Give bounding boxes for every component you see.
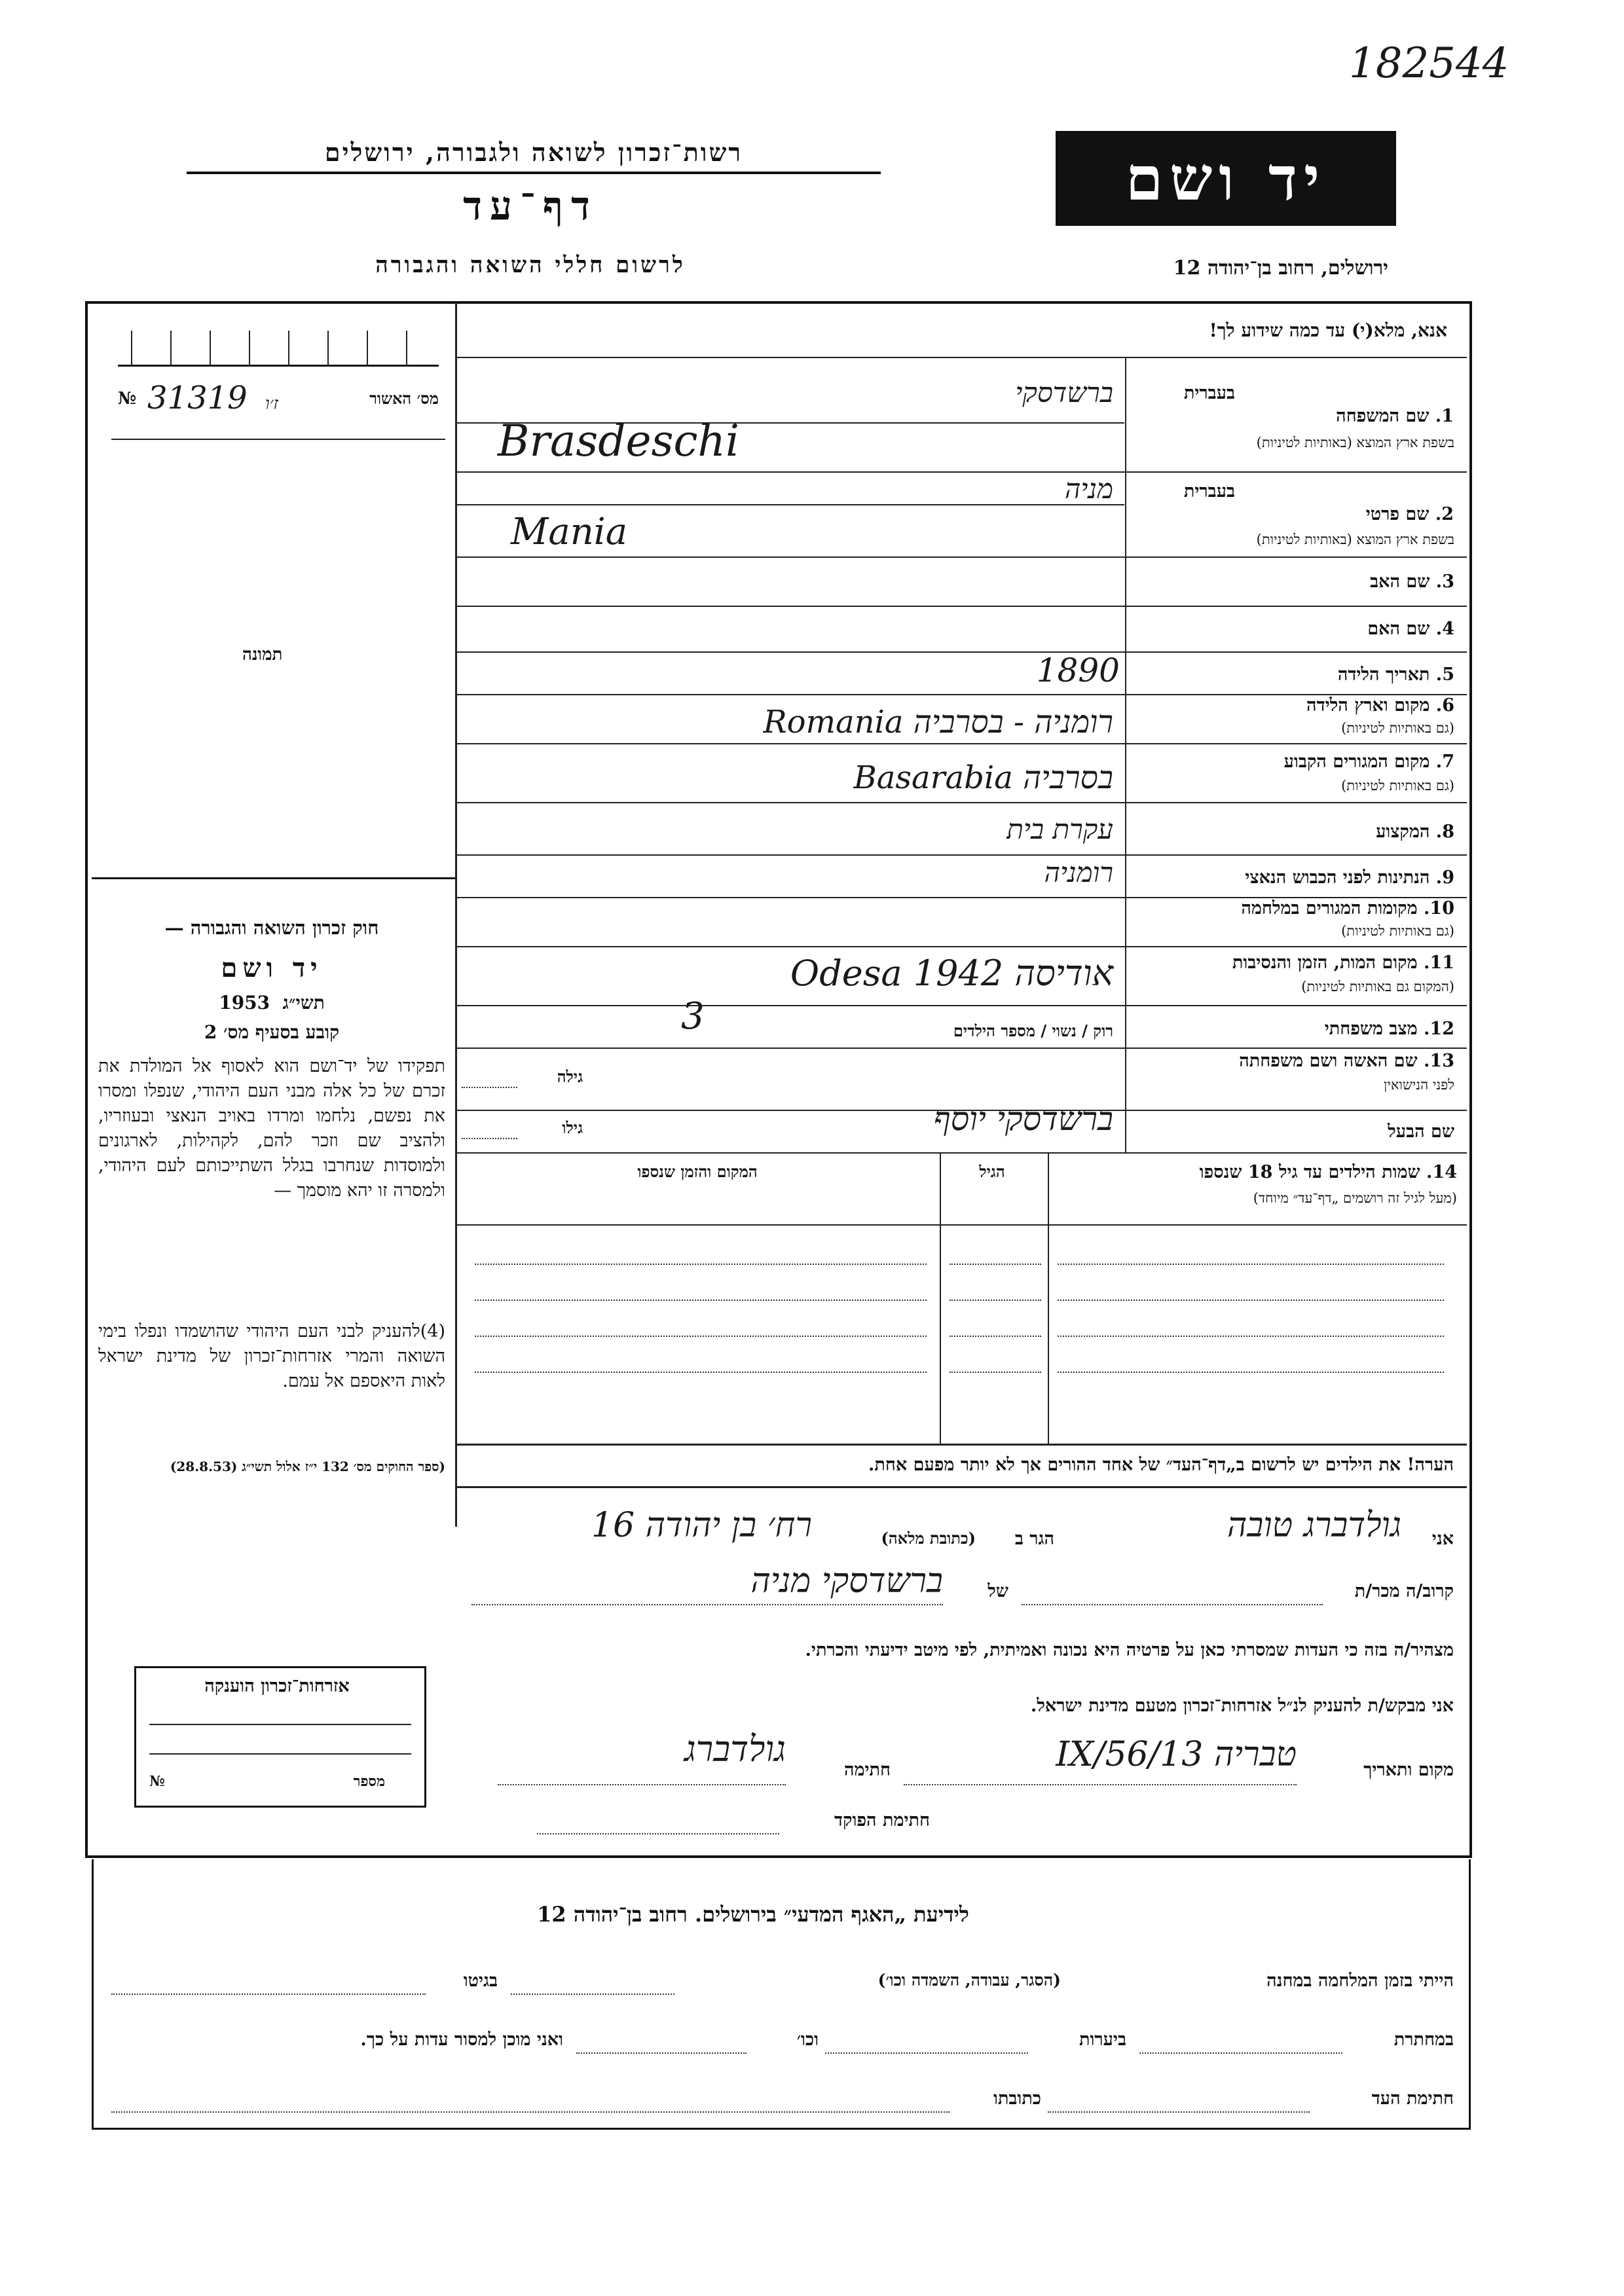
citizenship-no-sign: № [149, 1773, 165, 1790]
declarant-address-label: (כתובת מלאה) [881, 1529, 976, 1548]
field-7-sub: (גם באותיות לטיניות) [1341, 778, 1454, 793]
form-title: דף־עד [463, 183, 598, 229]
husband-value[interactable]: ברשדסקי יוסף [933, 1100, 1113, 1138]
field-1-side-label: בעברית [1183, 383, 1235, 403]
field-8-value[interactable]: עקרת בית [1006, 813, 1113, 845]
relative-line[interactable] [1022, 1604, 1323, 1605]
officer-signature-label: חתימת הפוקד [834, 1810, 930, 1831]
law-text-clause-4: (4)להעניק לבני העם היהודי שהושמדו ונפלו בימי השואה והמרי אזרחות־זכרון של מדינת ישראל לאות היאספם אל עמם. [98, 1321, 445, 1391]
field-1-num: 1. [1435, 406, 1454, 426]
field-8-label [1130, 822, 1454, 842]
field-9-num: 9. [1435, 867, 1454, 888]
field-13-label [1130, 1051, 1454, 1071]
info-title: לידיעת „האגף המדעי״ בירושלים. רחוב בן־יהודה 12 [537, 1902, 969, 1927]
serial-field [111, 380, 445, 440]
info-line1-types: (הסגר, עבודה, השמדה וכו׳) [877, 1971, 1061, 1990]
declarant-name[interactable]: גולדברג טובה [1227, 1506, 1401, 1545]
children-rows [462, 1264, 1454, 1427]
field-6-label-text: מקום וארץ הלידה [1306, 695, 1430, 716]
field-10-label [1130, 898, 1454, 919]
field-8-num: 8. [1435, 822, 1454, 842]
field-1-label [1231, 406, 1454, 426]
declarant-ani: אני [1431, 1529, 1454, 1549]
field-2-hebrew-value[interactable]: מניה [1064, 473, 1113, 505]
field-2-sub: בשפת ארץ המוצא (באותיות לטיניות) [1256, 532, 1454, 547]
field-2-num: 2. [1435, 504, 1454, 524]
field-11-label [1130, 953, 1454, 973]
law-name: יד ושם [221, 953, 323, 983]
note-text: הערה! את הילדים יש לרשום ב„דף־העד״ של אחד ההורים אך לא יותר מפעם אחת. [868, 1455, 1454, 1475]
field-10-sub: (גם באותיות לטיניות) [1341, 923, 1454, 939]
field-2-side-label: בעברית [1183, 481, 1235, 501]
field-6-value[interactable]: רומניה - בסרביה Romania [763, 704, 1113, 740]
field-5-num: 5. [1435, 665, 1454, 685]
husband-age-line [462, 1138, 517, 1139]
authority-line: רשות־זכרון לשואה ולגבורה, ירושלים [187, 137, 881, 174]
field-1-hebrew-value[interactable]: ברשדסקי [1015, 376, 1113, 409]
signature-label: חתימה [843, 1760, 891, 1780]
field-4-label [1130, 619, 1454, 639]
relative-label: קרוב/ה מכר/ת [1354, 1581, 1454, 1601]
signature-line [498, 1784, 786, 1785]
officer-signature-line[interactable] [537, 1833, 779, 1834]
serial-tick-strip [118, 331, 439, 367]
law-source: (ספר החוקים מס׳ 132 י״ז אלול תשי״ג (28.8.53) [170, 1459, 445, 1474]
husband-label: שם הבעל [1388, 1121, 1454, 1142]
info-line3-address: כתובתו [993, 2088, 1041, 2109]
children-label [1054, 1162, 1457, 1182]
field-5-label-text: תאריך הלידה [1337, 665, 1430, 685]
yad-vashem-logo [1056, 131, 1396, 226]
field-4-label-text: שם האם [1367, 619, 1430, 639]
record-number: 182544 [1349, 39, 1509, 88]
field-11-sub: (המקום גם באותיות לטיניות) [1301, 979, 1454, 994]
of-label: של [987, 1581, 1008, 1601]
children-col-place: המקום והזמן שנספו [637, 1162, 758, 1181]
field-13-age-line [462, 1087, 517, 1088]
field-3-num: 3. [1435, 572, 1454, 592]
place-date-line [904, 1784, 1297, 1785]
info-line2-etc-dots[interactable] [576, 2052, 747, 2054]
logo-text: יד ושם [1125, 143, 1327, 214]
info-line1-ghetto-dots[interactable] [111, 1994, 426, 1995]
field-13-label-text: שם האשה ושם משפחתה [1239, 1051, 1418, 1071]
declarant-address[interactable]: רח׳ בן יהודה 16 [591, 1506, 812, 1545]
of-line [471, 1604, 943, 1605]
field-3-label-text: שם האב [1370, 572, 1430, 592]
info-line2-testify: ואני מוכן למסור עדות על כך. [360, 2030, 563, 2050]
info-line1-dots[interactable] [511, 1994, 674, 1995]
info-line3-signature-dots[interactable] [1048, 2111, 1310, 2113]
info-line3-address-dots[interactable] [111, 2111, 950, 2113]
info-line2-forests: ביערות [1079, 2030, 1126, 2050]
children-label-text: שמות הילדים עד גיל 18 שנספו [1199, 1162, 1420, 1182]
field-10-num: 10. [1424, 898, 1454, 919]
field-2-label [1231, 504, 1454, 524]
children-num: 14. [1426, 1162, 1457, 1182]
declarant-resides: הגר ב [1014, 1529, 1054, 1549]
law-title: חוק זכרון השואה והגבורה — [164, 917, 379, 939]
serial-value: 31319 [147, 380, 248, 416]
declarant-request: אני מבקש/ת להעניק לנ״ל אזרחות־זכרון מטעם מדינת ישראל. [1030, 1696, 1454, 1716]
of-value[interactable]: ברשדסקי מניה [750, 1561, 943, 1601]
field-3-label [1130, 572, 1454, 592]
signature-value[interactable]: גולדברג [684, 1728, 786, 1770]
field-9-label-text: הנתינות לפני הכבוש הנאצי [1245, 867, 1430, 888]
serial-no-sign: № [118, 389, 137, 409]
citizenship-title: אזרחות־זכרון הוענקה [204, 1676, 350, 1696]
field-6-sub: (גם באותיות לטיניות) [1341, 720, 1454, 736]
intro-text: אנא, מלא(י) עד כמה שידוע לך! [1209, 319, 1447, 341]
place-date-label: מקום ותאריך [1363, 1760, 1454, 1780]
declarant-statement: מצהיר/ה בזה כי העדות שמסרתי כאן על פרטיה היא נכונה ואמיתית, לפי מיטב ידיעתי והכרתי. [805, 1640, 1454, 1660]
photo-label: תמונה [242, 645, 283, 665]
children-col-age: הגיל [979, 1162, 1005, 1181]
info-line3-witness-signature: חתימת העד [1371, 2088, 1454, 2109]
law-clause: קובע בסעיף מס׳ 2 [204, 1021, 340, 1043]
serial-suffix: ז׳ו [265, 394, 278, 414]
field-8-label-text: המקצוע [1376, 822, 1430, 842]
field-1-label-text: שם המשפחה [1336, 406, 1430, 426]
children-sub: (מעל לגיל זה רושמים „דף־עד״ מיוחד) [1253, 1190, 1457, 1206]
field-5-label [1130, 665, 1454, 685]
field-12-num: 12. [1424, 1019, 1454, 1039]
law-text: תפקידו של יד־ושם הוא לאסוף אל המולדת את זכרם של כל אלה מבני העם היהודי, שנפלו ומסרו את נפשם, נלחמו ומרדו באויב הנאצי ובעוזריו, ולהציב שם וזכר להם, לקהילות, לארגונים ולמוסדות שנחרבו בגלל השתייכותם לעם היהודי, ולמסרה זו יהא מוסמך — [98, 1056, 445, 1201]
serial-label: מס׳ האשור [369, 389, 439, 408]
field-1-sub: בשפת ארץ המוצא (באותיות לטיניות) [1256, 435, 1454, 450]
field-7-value[interactable]: בסרביה Basarabia [853, 759, 1113, 796]
info-line1-ghetto: בגיטו [463, 1971, 498, 1991]
form-purpose: לרשום חללי השואה והגבורה [375, 252, 686, 278]
field-9-value[interactable]: רומניה [1044, 856, 1113, 888]
field-4-num: 4. [1435, 619, 1454, 639]
husband-age-label: גילו [562, 1118, 583, 1137]
field-7-num: 7. [1435, 752, 1454, 772]
field-7-label-text: מקום המגורים הקבוע [1283, 752, 1430, 772]
field-2-latin-value[interactable]: Mania [511, 511, 628, 553]
field-11-value[interactable]: אודיסה Odesa 1942 [790, 953, 1113, 994]
field-12-label-text: מצב משפחתי [1324, 1019, 1418, 1039]
field-12-value[interactable]: 3 [681, 995, 705, 1038]
law-year-heb: תשי״ג [282, 992, 325, 1013]
citizenship-box [134, 1666, 426, 1808]
field-7-label [1130, 752, 1454, 772]
field-2-label-text: שם פרטי [1365, 504, 1430, 524]
info-line2-underground: במחתרת [1393, 2030, 1454, 2050]
field-6-label [1130, 695, 1454, 716]
field-11-num: 11. [1424, 953, 1454, 973]
law-year-line [98, 992, 445, 1014]
field-6-num: 6. [1435, 695, 1454, 716]
info-line1-camp: הייתי בזמן המלחמה במחנה [1266, 1971, 1454, 1991]
field-13-num: 13. [1424, 1051, 1454, 1071]
field-13-age-label: גילה [557, 1067, 583, 1086]
field-12-options: רוק / נשוי / מספר הילדים [953, 1021, 1113, 1040]
info-line2-etc: וכו׳ [796, 2030, 819, 2050]
info-line2-forests-dots[interactable] [825, 2052, 1028, 2054]
info-line2-underground-dots[interactable] [1139, 2052, 1342, 2054]
field-11-label-text: מקום המות, הזמן והנסיבות [1232, 953, 1418, 973]
address: ירושלים, רחוב בן־יהודה 12 [1173, 257, 1388, 280]
field-10-label-text: מקומות המגורים במלחמה [1241, 898, 1418, 919]
place-date-value[interactable]: טבריה 13/IX/56 [1056, 1735, 1297, 1774]
citizenship-number-label: מספר [353, 1773, 385, 1790]
field-1-latin-value[interactable]: Brasdeschi [498, 416, 740, 466]
field-13-sub: לפני הנישואין [1384, 1077, 1454, 1093]
field-12-label [1130, 1019, 1454, 1039]
law-year: 1953 [219, 992, 270, 1013]
field-9-label [1130, 867, 1454, 888]
field-5-value[interactable]: 1890 [1036, 651, 1120, 689]
